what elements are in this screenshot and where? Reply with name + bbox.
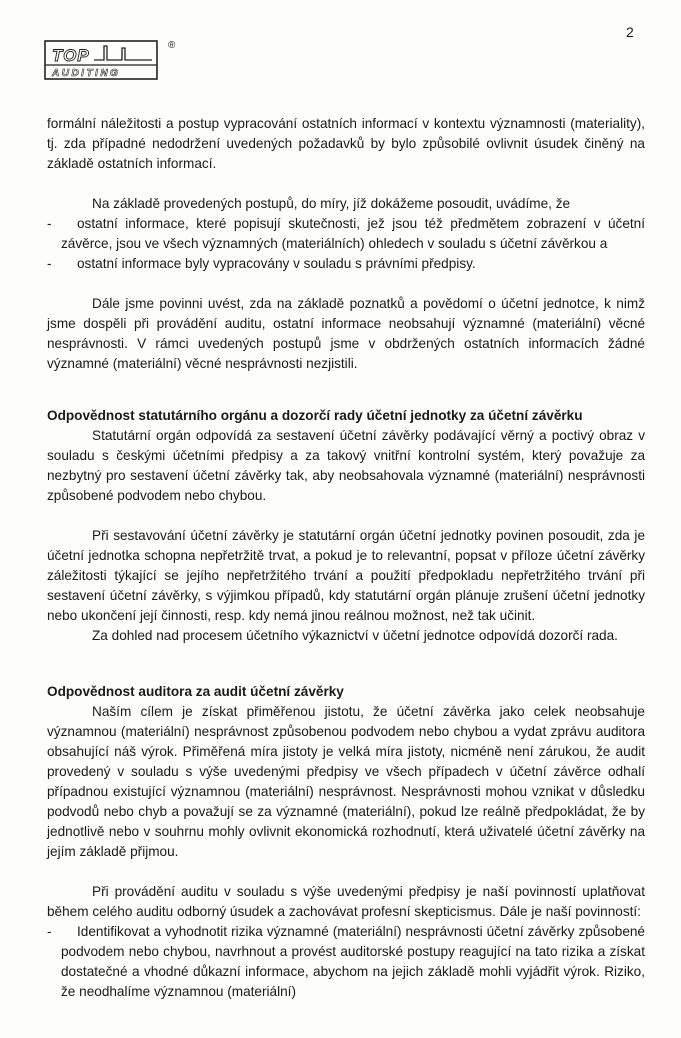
intro-paragraph: formální náležitosti a postup vypracování ostatních informací v kontextu významnosti (materiality), tj. zda případné nedodržení uvedených požadavků by bylo způsobilé ovlivnit úsudek činěný na základě ostatních informací. bbox=[47, 116, 645, 171]
bullet-dash: - bbox=[47, 216, 52, 231]
section-heading-auditor-responsibility: Odpovědnost auditora za audit účetní závěrky bbox=[47, 684, 344, 699]
findings-bullet: - ostatní informace, které popisují skutečnosti, jež jsou též předmětem zobrazení v účetní závěrce, jsou ve všech významných (materiálních) ohledech v souladu s účetní závěrkou a bbox=[47, 216, 645, 251]
page-number: 2 bbox=[626, 24, 634, 40]
registered-mark: ® bbox=[168, 40, 176, 51]
top-auditing-logo bbox=[44, 40, 158, 80]
section2-paragraph-1: Naším cílem je získat přiměřenou jistotu, že účetní závěrka jako celek neobsahuje významnou (materiální) nesprávnost způsobenou podvodem nebo chybou a vydat zprávu auditora obsahující náš výrok. Přiměřená míra jistoty je velká míra jistoty, nicméně není zárukou, že audit provedený v souladu s výše uvedenými předpisy ve všech případech v účetní závěrce odhalí případnou existující významnou (materiální) nesprávnost. Nesprávnosti mohou vznikat v důsledku podvodů nebo chyb a považují se za významné (materiální), pokud lze reálně předpokládat, že by jednotlivě nebo v souhrnu mohly ovlivnit ekonomická rozhodnutí, která uživatelé účetní závěrky na jejím základě přijmou. bbox=[47, 704, 645, 859]
document-body bbox=[47, 114, 645, 1002]
section1-paragraph-1: Statutární orgán odpovídá za sestavení účetní závěrky podávající věrný a poctivý obraz v souladu s českými účetními předpisy a za takový vnitřní kontrolní systém, který považuje za nezbytný pro sestavení účetní závěrky tak, aby neobsahovala významné (materiální) nesprávnosti způsobené podvodem nebo chybou. bbox=[47, 428, 645, 503]
bullet-dash: - bbox=[47, 256, 52, 271]
section1-paragraph-3: Za dohled nad procesem účetního výkaznictví v účetní jednotce odpovídá dozorčí rada. bbox=[92, 628, 618, 643]
findings-bullet: - ostatní informace byly vypracovány v souladu s právními předpisy. bbox=[47, 254, 645, 274]
findings-closing: Dále jsme povinni uvést, zda na základě poznatků a povědomí o účetní jednotce, k nimž jsme dospěli při provádění auditu, ostatní informace neobsahují významné (materiální) věcné nesprávnosti. V rámci uvedených postupů jsme v obdržených ostatních informacích žádné významné (materiální) věcné nesprávnosti nezjistili. bbox=[47, 296, 645, 371]
svg-text:TOP: TOP bbox=[52, 46, 90, 65]
bullet-dash: - bbox=[47, 924, 52, 939]
section2-bullet: - Identifikovat a vyhodnotit rizika významné (materiální) nesprávnosti účetní závěrky způsobené podvodem nebo chybou, navrhnout a provést auditorské postupy reagující na tato rizika a získat dostatečné a vhodné důkazní informace, abychom na jejich základě mohli vyjádřit výrok. Riziko, že neodhalíme významnou (materiální) bbox=[47, 924, 645, 999]
findings-lead: Na základě provedených postupů, do míry, jíž dokážeme posoudit, uvádíme, že bbox=[92, 196, 571, 211]
svg-text:AUDITING: AUDITING bbox=[52, 68, 121, 79]
section1-paragraph-2: Při sestavování účetní závěrky je statutární orgán účetní jednotky povinen posoudit, zda je účetní jednotka schopna nepřetržitě trvat, a pokud je to relevantní, popsat v příloze účetní závěrky záležitosti týkající se jejího nepřetržitého trvání a použití předpokladu nepřetržitého trvání při sestavení účetní závěrky, s výjimkou případů, kdy statutární orgán plánuje zrušení účetní jednotky nebo ukončení její činnosti, resp. kdy nemá jinou reálnou možnost, než tak učinit. bbox=[47, 528, 645, 623]
section-heading-management-responsibility: Odpovědnost statutárního orgánu a dozorčí rady účetní jednotky za účetní závěrku bbox=[47, 408, 583, 423]
section2-paragraph-2: Při provádění auditu v souladu s výše uvedenými předpisy je naší povinností uplatňovat během celého auditu odborný úsudek a zachovávat profesní skepticismus. Dále je naší povinností: bbox=[47, 884, 645, 919]
